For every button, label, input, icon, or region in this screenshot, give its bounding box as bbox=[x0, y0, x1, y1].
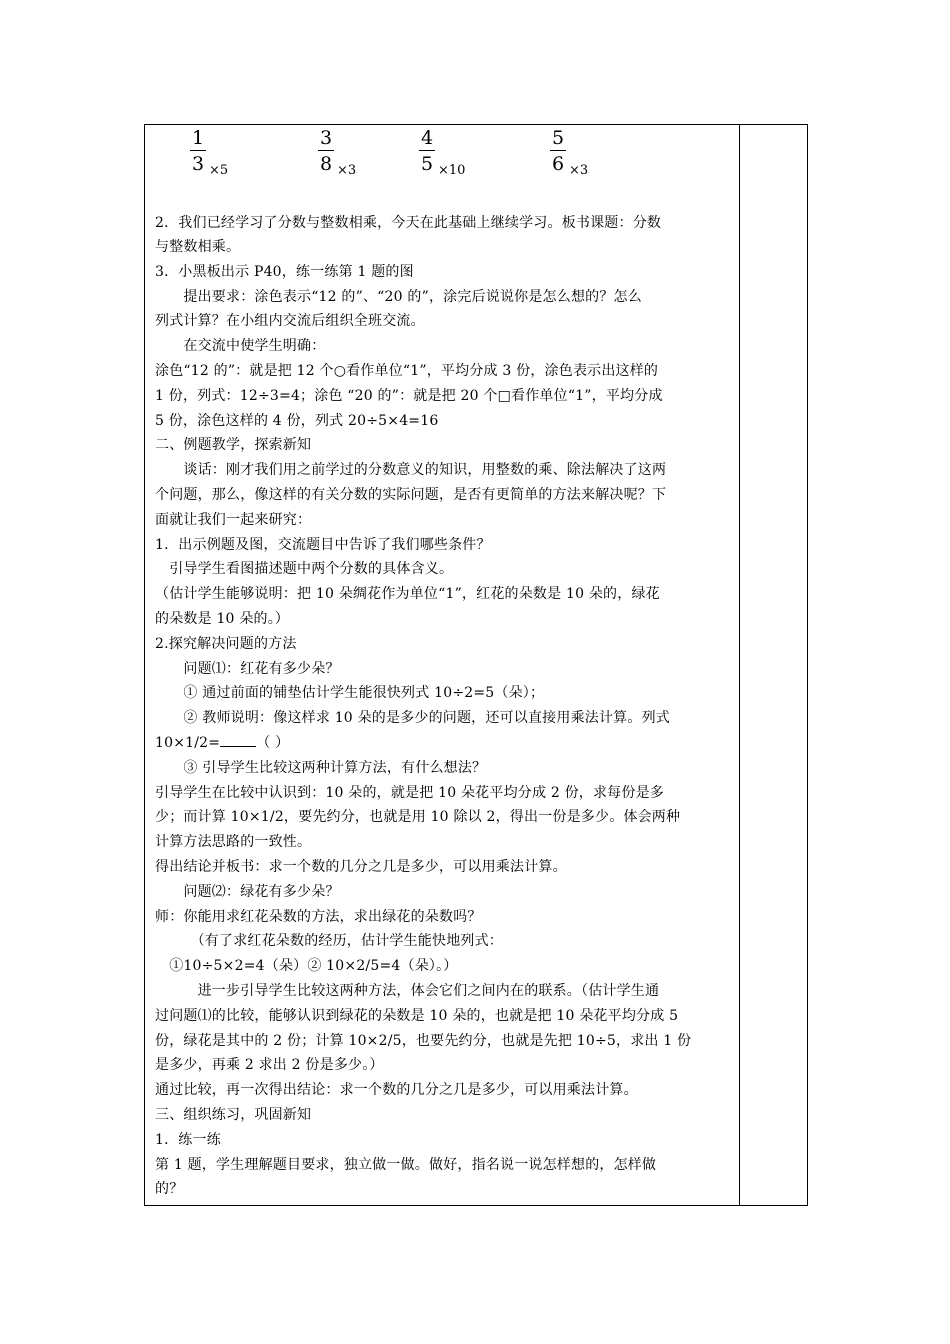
fraction bbox=[549, 127, 567, 175]
multiplier: ×3 bbox=[337, 163, 357, 178]
denominator: 8 bbox=[319, 153, 333, 175]
text-line: 第 1 题，学生理解题目要求，独立做一做。做好，指名说一说怎样想的，怎样做 bbox=[155, 1157, 657, 1173]
fraction bbox=[317, 127, 335, 175]
denominator: 3 bbox=[191, 153, 205, 175]
text-line: 个问题，那么，像这样的有关分数的实际问题，是否有更简单的方法来解决呢？下 bbox=[155, 487, 667, 503]
numerator: 1 bbox=[191, 127, 205, 149]
fraction-exercise-row bbox=[155, 127, 735, 187]
text-line: 1．出示例题及图，交流题目中告诉了我们哪些条件？ bbox=[155, 537, 491, 553]
text-line: 问题⑵：绿花有多少朵？ bbox=[155, 884, 340, 900]
fraction bbox=[418, 127, 436, 175]
numerator: 3 bbox=[319, 127, 333, 149]
text-line: 谈话：刚才我们用之前学过的分数意义的知识，用整数的乘、除法解决了这两 bbox=[155, 462, 667, 478]
text-line: 涂色“12 的”：就是把 12 个○看作单位“1”，平均分成 3 份，涂色表示出这样的 bbox=[155, 363, 659, 379]
text-line: 2.探究解决问题的方法 bbox=[155, 636, 297, 652]
lesson-table bbox=[144, 124, 808, 1206]
numerator: 5 bbox=[551, 127, 565, 149]
denominator: 6 bbox=[551, 153, 565, 175]
multiplier: ×3 bbox=[569, 163, 589, 178]
fraction-bar bbox=[318, 150, 334, 151]
text-line: 与整数相乘。 bbox=[155, 239, 241, 255]
blank-suffix: （ ） bbox=[256, 735, 290, 751]
text-line: ① 通过前面的铺垫估计学生能很快列式 10÷2=5（朵）； bbox=[155, 685, 545, 701]
text-line: 计算方法思路的一致性。 bbox=[155, 834, 312, 850]
text-line: 列式计算？在小组内交流后组织全班交流。 bbox=[155, 313, 425, 329]
fraction bbox=[189, 127, 207, 175]
text-line: 3．小黑板出示 P40，练一练第 1 题的图 bbox=[155, 264, 414, 280]
text-line: 是多少，再乘 2 求出 2 份是多少。） bbox=[155, 1057, 384, 1073]
multiplier: ×10 bbox=[438, 163, 466, 178]
text-line: 2．我们已经学习了分数与整数相乘，今天在此基础上继续学习。板书课题：分数 bbox=[155, 215, 662, 231]
text-line: ①10÷5×2=4（朵）② 10×2/5=4（朵）。） bbox=[155, 958, 458, 974]
equation-text: 10×1/2= bbox=[155, 735, 221, 751]
text-line: 引导学生看图描述题中两个分数的具体含义。 bbox=[155, 561, 454, 577]
multiplier: ×5 bbox=[209, 163, 229, 178]
text-line: 份，绿花是其中的 2 份；计算 10×2/5，也要先约分，也就是先把 10÷5，求出 1 份 bbox=[155, 1033, 692, 1049]
text-line: 通过比较，再一次得出结论：求一个数的几分之几是多少，可以用乘法计算。 bbox=[155, 1082, 638, 1098]
text-line: 进一步引导学生比较这两种方法，体会它们之间内在的联系。（估计学生通 bbox=[155, 983, 660, 999]
text-line: 提出要求：涂色表示“12 的”、“20 的”，涂完后说说你是怎么想的？怎么 bbox=[155, 289, 642, 305]
section-heading: 三、组织练习，巩固新知 bbox=[155, 1107, 312, 1123]
text-line-with-blank bbox=[155, 731, 289, 755]
lesson-content-cell bbox=[155, 125, 735, 1205]
text-line: 过问题⑴的比较，能够认识到绿花的朵数是 10 朵的，也就是把 10 朵花平均分成 5 bbox=[155, 1008, 679, 1024]
denominator: 5 bbox=[420, 153, 434, 175]
text-line: ② 教师说明：像这样求 10 朵的是多少的问题，还可以直接用乘法计算。列式 bbox=[155, 710, 670, 726]
text-line: 在交流中使学生明确： bbox=[155, 338, 326, 354]
text-line: 问题⑴：红花有多少朵？ bbox=[155, 661, 340, 677]
text-line: 引导学生在比较中认识到：10 朵的，就是把 10 朵花平均分成 2 份，求每份是多 bbox=[155, 785, 664, 801]
text-line: 面就让我们一起来研究： bbox=[155, 512, 312, 528]
section-heading: 二、例题教学，探索新知 bbox=[155, 437, 312, 453]
column-divider bbox=[739, 125, 740, 1205]
text-line: （有了求红花朵数的经历，估计学生能快地列式： bbox=[155, 933, 503, 949]
text-line: 少；而计算 10×1/2，要先约分，也就是用 10 除以 2，得出一份是多少。体会两种 bbox=[155, 809, 681, 825]
text-line: 的？ bbox=[155, 1181, 184, 1197]
text-line: 1 份，列式：12÷3=4；涂色 “20 的”：就是把 20 个□看作单位“1”，平均分成 bbox=[155, 388, 663, 404]
fraction-bar bbox=[550, 150, 566, 151]
text-line: ③ 引导学生比较这两种计算方法，有什么想法？ bbox=[155, 760, 487, 776]
numerator: 4 bbox=[420, 127, 434, 149]
text-line: 得出结论并板书：求一个数的几分之几是多少，可以用乘法计算。 bbox=[155, 859, 567, 875]
text-line: （估计学生能够说明：把 10 朵绸花作为单位“1”，红花的朵数是 10 朵的，绿花 bbox=[155, 586, 660, 602]
text-line: 1．练一练 bbox=[155, 1132, 221, 1148]
answer-blank bbox=[220, 732, 256, 747]
fraction-bar bbox=[419, 150, 435, 151]
text-line: 5 份，涂色这样的 4 份，列式 20÷5×4=16 bbox=[155, 413, 439, 429]
text-line: 的朵数是 10 朵的。） bbox=[155, 611, 290, 627]
fraction-bar bbox=[190, 150, 206, 151]
text-line: 师：你能用求红花朵数的方法，求出绿花的朵数吗？ bbox=[155, 909, 482, 925]
